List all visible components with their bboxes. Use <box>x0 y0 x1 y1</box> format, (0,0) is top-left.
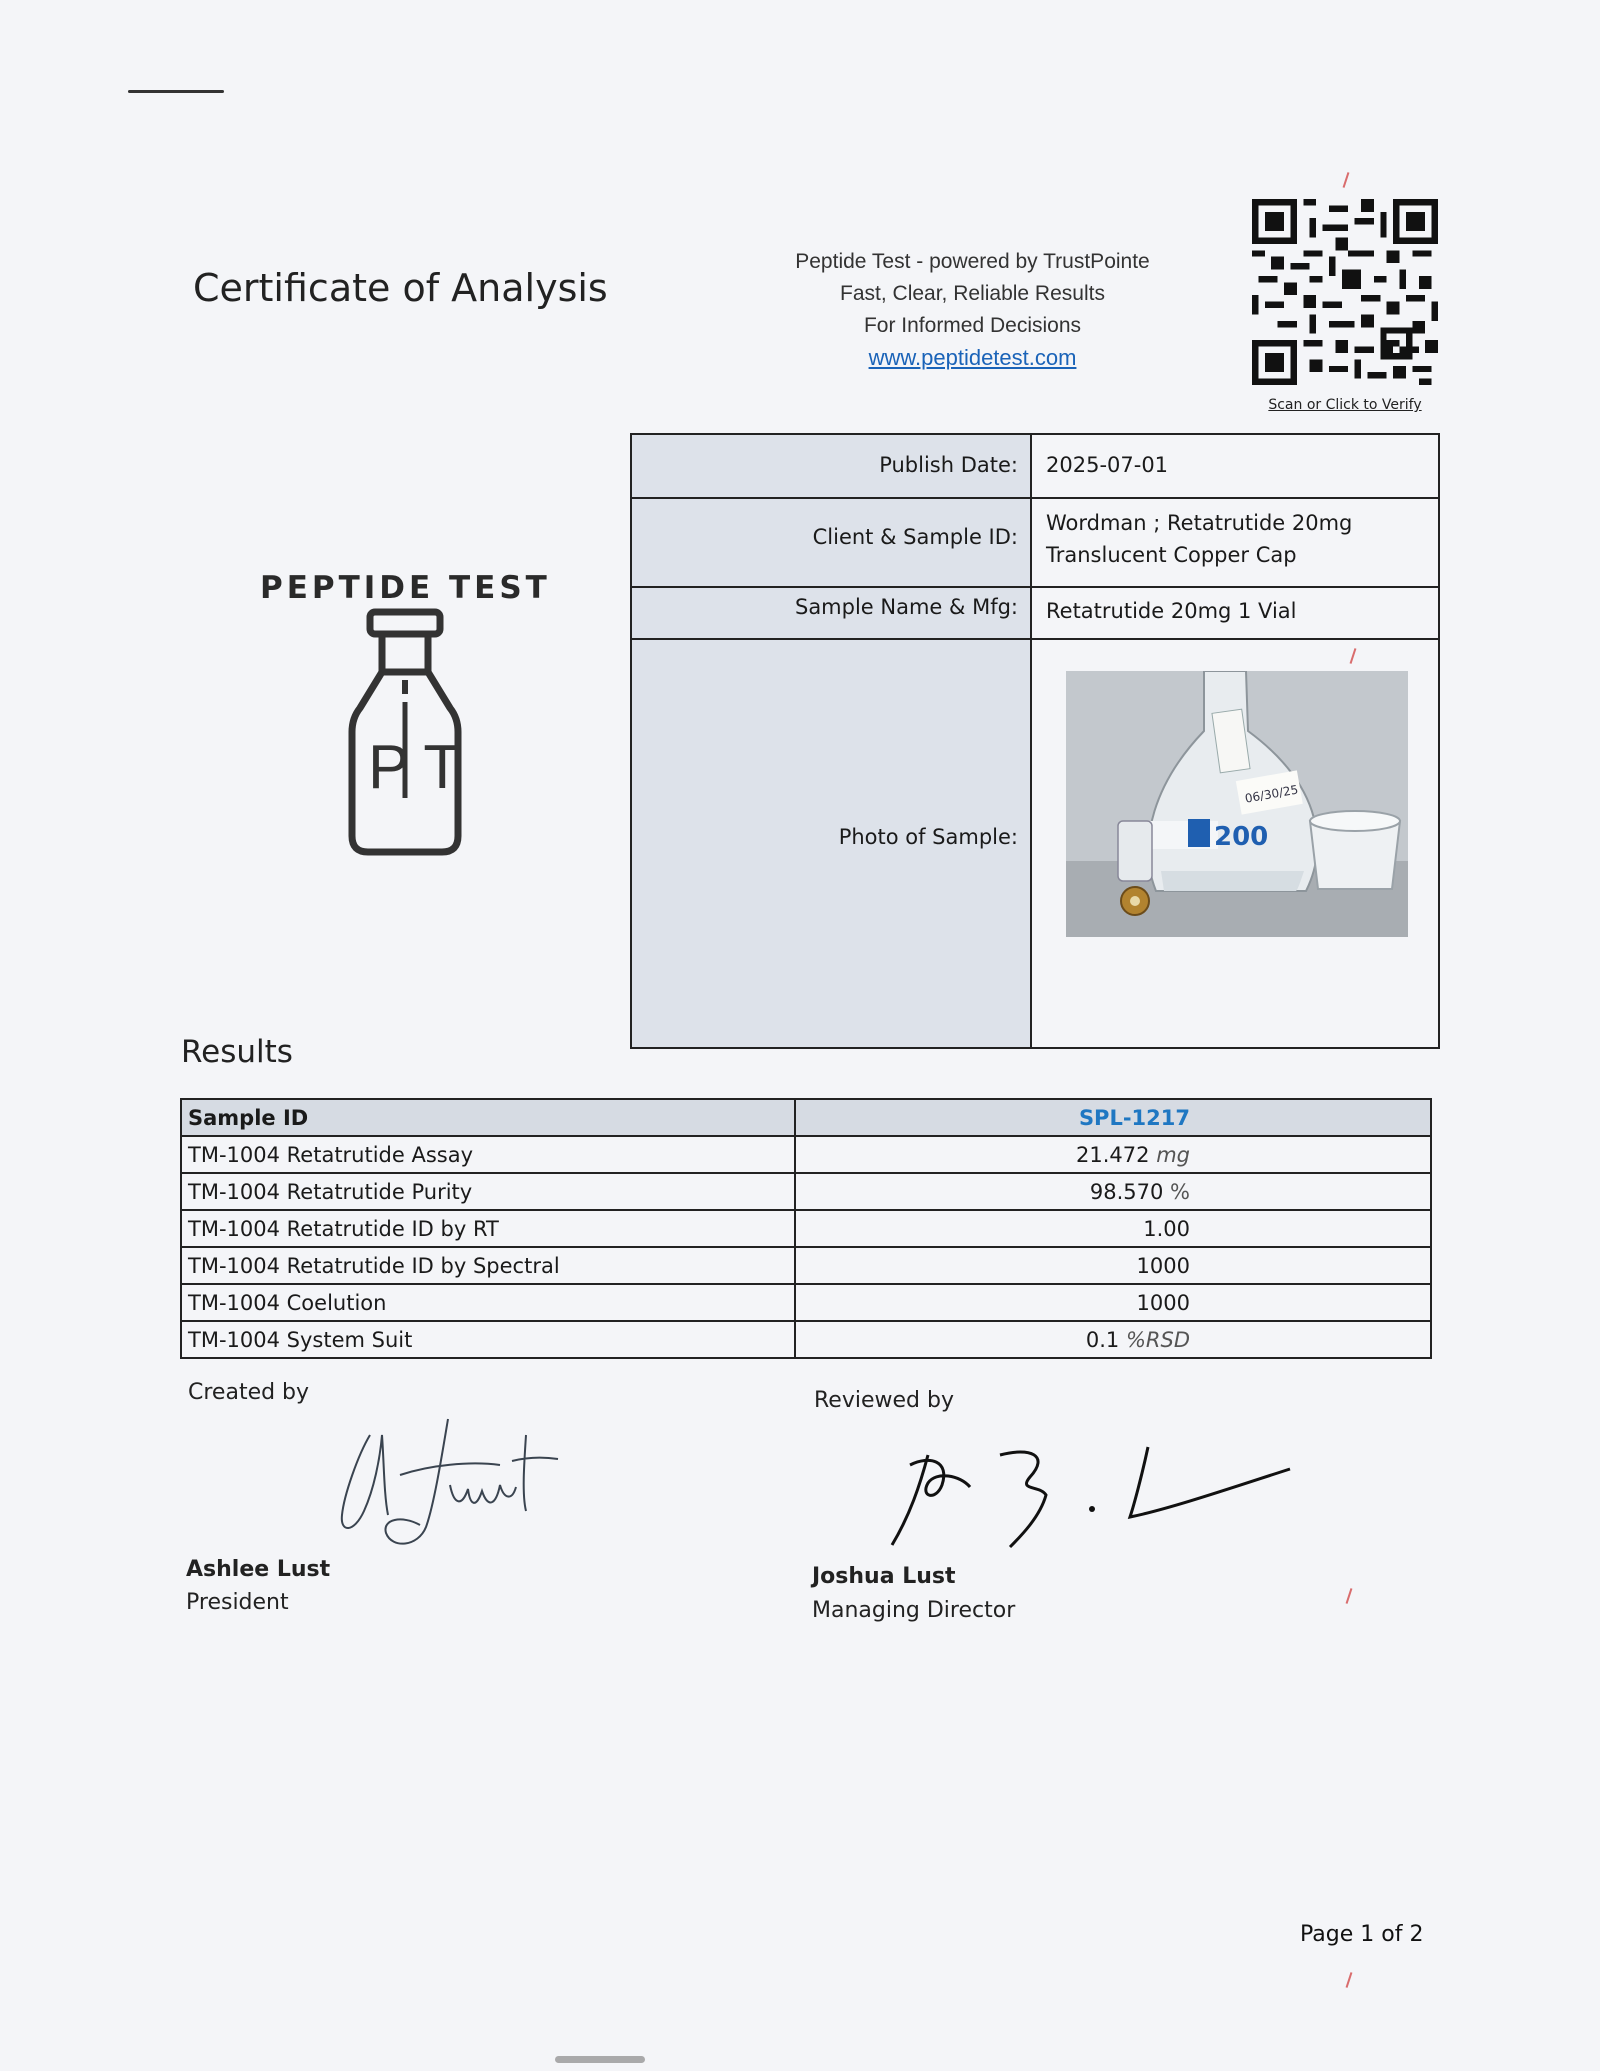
result-unit: % <box>1170 1179 1190 1204</box>
publish-date-label: Publish Date: <box>879 453 1018 477</box>
test-result <box>795 1247 1431 1284</box>
vial-logo-icon <box>330 608 480 858</box>
sample-id-label: Sample ID <box>181 1099 795 1136</box>
brand-logo-text: PEPTIDE TEST <box>260 570 551 606</box>
verify-link[interactable]: Scan or Click to Verify <box>1268 397 1422 413</box>
test-result <box>795 1210 1431 1247</box>
scan-artifact <box>555 2056 645 2063</box>
signature-joshua-lust <box>880 1425 1300 1555</box>
result-unit: %RSD <box>1125 1327 1190 1352</box>
test-name: TM-1004 System Suit <box>181 1321 795 1358</box>
table-row <box>181 1247 1431 1284</box>
result-unit: mg <box>1156 1142 1190 1167</box>
table-row <box>181 1210 1431 1247</box>
created-by-label: Created by <box>188 1380 310 1405</box>
test-result <box>795 1136 1431 1173</box>
header-line: For Informed Decisions <box>863 314 1082 337</box>
reviewer-name: Joshua Lust <box>812 1564 956 1589</box>
header-line: Peptide Test - powered by TrustPointe <box>795 250 1150 273</box>
creator-name: Ashlee Lust <box>186 1557 331 1582</box>
sample-photo <box>1066 671 1408 937</box>
scan-artifact <box>128 90 224 93</box>
test-name: TM-1004 Retatrutide Purity <box>181 1173 795 1210</box>
client-line: Translucent Copper Cap <box>1046 543 1297 567</box>
header-line: Fast, Clear, Reliable Results <box>840 282 1105 305</box>
scan-mark <box>1343 172 1350 188</box>
test-name: TM-1004 Retatrutide ID by Spectral <box>181 1247 795 1284</box>
test-name: TM-1004 Retatrutide ID by RT <box>181 1210 795 1247</box>
table-divider <box>1030 435 1032 1047</box>
sample-id-value <box>795 1099 1431 1136</box>
table-row <box>181 1136 1431 1173</box>
result-value: 0.1 <box>1085 1327 1120 1352</box>
sample-id: SPL-1217 <box>1078 1105 1190 1130</box>
test-name: TM-1004 Coelution <box>181 1284 795 1321</box>
test-name: TM-1004 Retatrutide Assay <box>181 1136 795 1173</box>
table-header-row <box>181 1099 1431 1136</box>
results-table <box>180 1098 1432 1359</box>
page-number: Page 1 of 2 <box>1300 1922 1424 1947</box>
photo-date-label: 06/30/25 <box>1243 782 1300 806</box>
signature-ashlee-lust <box>330 1415 570 1555</box>
photo-flask-label: 200 <box>1214 822 1269 852</box>
scan-mark <box>1346 1588 1353 1604</box>
result-value: 1.00 <box>1143 1216 1190 1241</box>
client-line: Wordman ; Retatrutide 20mg <box>1046 511 1353 535</box>
qr-code-icon[interactable] <box>1252 199 1438 385</box>
photo-label: Photo of Sample: <box>838 825 1018 849</box>
table-row <box>181 1284 1431 1321</box>
sample-name-label: Sample Name & Mfg: <box>794 595 1018 619</box>
result-value: 98.570 <box>1089 1179 1164 1204</box>
lab-header <box>700 246 1245 374</box>
table-row <box>181 1321 1431 1358</box>
test-result <box>795 1284 1431 1321</box>
results-title: Results <box>181 1034 293 1070</box>
scan-mark <box>1346 1972 1353 1988</box>
logo-mark: PT <box>368 733 476 802</box>
test-result <box>795 1321 1431 1358</box>
client-value <box>1046 507 1352 571</box>
result-value: 1000 <box>1136 1290 1190 1315</box>
table-divider <box>632 586 1438 588</box>
creator-role: President <box>186 1590 289 1615</box>
table-divider <box>632 497 1438 499</box>
table-divider <box>632 638 1438 640</box>
result-value: 21.472 <box>1076 1142 1150 1167</box>
reviewer-role: Managing Director <box>812 1598 1016 1623</box>
sample-name-value: Retatrutide 20mg 1 Vial <box>1046 599 1297 623</box>
publish-date-value: 2025-07-01 <box>1046 453 1169 477</box>
reviewed-by-label: Reviewed by <box>814 1388 954 1413</box>
table-row <box>181 1173 1431 1210</box>
client-label: Client & Sample ID: <box>812 525 1018 549</box>
document-title: Certificate of Analysis <box>193 266 608 310</box>
website-link[interactable]: www.peptidetest.com <box>868 345 1077 370</box>
sample-photo-illustration <box>1066 671 1408 937</box>
test-result <box>795 1173 1431 1210</box>
result-value: 1000 <box>1136 1253 1190 1278</box>
